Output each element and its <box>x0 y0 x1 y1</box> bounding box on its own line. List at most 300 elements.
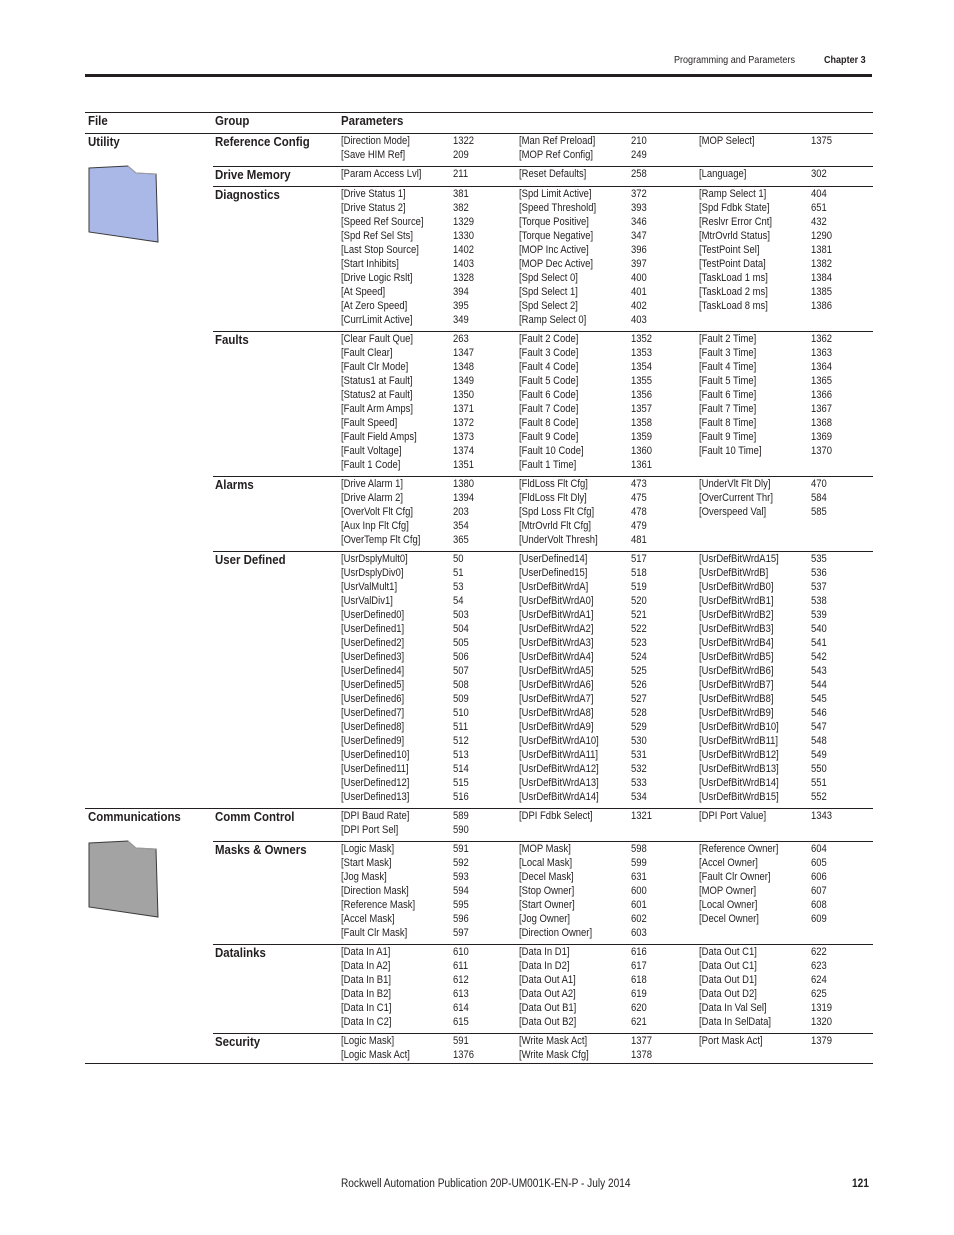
parameter-name: [Fault 6 Code] <box>519 389 579 401</box>
parameter-number: 546 <box>811 707 827 719</box>
file-name: Communications <box>88 809 181 824</box>
parameter-number: 1374 <box>453 445 475 457</box>
parameter-number: 54 <box>453 595 464 607</box>
parameter-number: 1351 <box>453 459 475 471</box>
parameter-number: 1402 <box>453 244 475 256</box>
parameter-number: 1403 <box>453 258 475 270</box>
parameter-number: 396 <box>631 244 647 256</box>
parameter-name: [Fault Arm Amps] <box>341 403 414 415</box>
parameter-name: [Fault Clr Mode] <box>341 361 409 373</box>
folder-icon <box>86 839 160 919</box>
parameter-number: 543 <box>811 665 827 677</box>
parameter-name: [Spd Select 1] <box>519 286 578 298</box>
parameter-name: [Fault 3 Code] <box>519 347 579 359</box>
parameter-number: 512 <box>453 735 469 747</box>
parameter-number: 530 <box>631 735 647 747</box>
parameter-name: [Spd Loss Flt Cfg] <box>519 506 595 518</box>
parameter-name: [UserDefined5] <box>341 679 405 691</box>
parameter-number: 631 <box>631 871 647 883</box>
parameter-number: 591 <box>453 1035 469 1047</box>
parameter-number: 393 <box>631 202 647 214</box>
parameter-name: [UserDefined9] <box>341 735 405 747</box>
parameter-name: [Ramp Select 0] <box>519 314 587 326</box>
parameter-number: 623 <box>811 960 827 972</box>
parameter-name: [UsrDefBitWrdB13] <box>699 763 779 775</box>
parameter-number: 602 <box>631 913 647 925</box>
parameter-name: [UsrDefBitWrdA14] <box>519 791 599 803</box>
parameter-number: 1349 <box>453 375 475 387</box>
group-name: Datalinks <box>215 945 266 960</box>
parameter-number: 1376 <box>453 1049 475 1061</box>
parameter-name: [Drive Status 2] <box>341 202 406 214</box>
parameter-name: [Data In B1] <box>341 974 391 986</box>
parameter-number: 258 <box>631 168 647 180</box>
parameter-name: [UnderVolt Thresh] <box>519 534 598 546</box>
parameter-number: 1372 <box>453 417 475 429</box>
parameter-name: [Local Mask] <box>519 857 573 869</box>
parameter-name: [UsrDefBitWrdA5] <box>519 665 594 677</box>
group-name: Comm Control <box>215 809 295 824</box>
parameter-number: 507 <box>453 665 469 677</box>
parameter-name: [DPI Port Value] <box>699 810 767 822</box>
parameter-name: [At Zero Speed] <box>341 300 408 312</box>
parameter-name: [Spd Fdbk State] <box>699 202 770 214</box>
parameter-name: [UserDefined13] <box>341 791 410 803</box>
parameter-number: 1394 <box>453 492 475 504</box>
parameter-number: 521 <box>631 609 647 621</box>
parameter-name: [Write Mask Cfg] <box>519 1049 589 1061</box>
group-name: Alarms <box>215 477 254 492</box>
parameter-name: [Direction Mode] <box>341 135 410 147</box>
parameter-name: [Data Out A1] <box>519 974 576 986</box>
parameter-name: [UsrDefBitWrdA7] <box>519 693 594 705</box>
parameter-name: [UserDefined3] <box>341 651 405 663</box>
parameter-name: [OverTemp Flt Cfg] <box>341 534 421 546</box>
parameter-number: 611 <box>453 960 469 972</box>
parameter-number: 604 <box>811 843 827 855</box>
parameter-number: 617 <box>631 960 647 972</box>
parameter-name: [Status2 at Fault] <box>341 389 413 401</box>
parameter-name: [UsrDefBitWrdA13] <box>519 777 599 789</box>
parameter-name: [Port Mask Act] <box>699 1035 763 1047</box>
parameter-number: 210 <box>631 135 647 147</box>
parameter-number: 1356 <box>631 389 653 401</box>
parameter-number: 601 <box>631 899 647 911</box>
parameter-number: 1371 <box>453 403 475 415</box>
parameter-number: 1369 <box>811 431 833 443</box>
parameter-name: [Start Owner] <box>519 899 575 911</box>
parameter-number: 1359 <box>631 431 653 443</box>
parameter-number: 600 <box>631 885 647 897</box>
parameter-name: [CurrLimit Active] <box>341 314 413 326</box>
parameter-name: [Aux Inp Flt Cfg] <box>341 520 409 532</box>
parameter-number: 529 <box>631 721 647 733</box>
parameter-number: 522 <box>631 623 647 635</box>
parameter-number: 549 <box>811 749 827 761</box>
parameter-name: [MOP Owner] <box>699 885 757 897</box>
parameter-number: 523 <box>631 637 647 649</box>
parameter-number: 506 <box>453 651 469 663</box>
parameter-number: 625 <box>811 988 827 1000</box>
parameter-name: [Fault 2 Code] <box>519 333 579 345</box>
parameter-number: 1350 <box>453 389 475 401</box>
parameter-number: 590 <box>453 824 469 836</box>
page-number: 121 <box>852 1178 869 1190</box>
parameter-number: 1330 <box>453 230 475 242</box>
parameter-name: [UserDefined11] <box>341 763 409 775</box>
parameter-number: 1347 <box>453 347 475 359</box>
parameter-name: [Fault 4 Time] <box>699 361 757 373</box>
parameter-number: 401 <box>631 286 647 298</box>
parameter-name: [Write Mask Act] <box>519 1035 588 1047</box>
parameter-number: 518 <box>631 567 647 579</box>
parameter-number: 525 <box>631 665 647 677</box>
parameter-number: 597 <box>453 927 469 939</box>
parameter-name: [MOP Ref Config] <box>519 149 593 161</box>
parameter-name: [UsrDefBitWrdB3] <box>699 623 774 635</box>
parameter-number: 1319 <box>811 1002 833 1014</box>
parameter-number: 1348 <box>453 361 475 373</box>
parameter-name: [MOP Select] <box>699 135 755 147</box>
parameter-number: 1379 <box>811 1035 833 1047</box>
parameter-name: [Language] <box>699 168 747 180</box>
parameter-number: 1358 <box>631 417 653 429</box>
parameter-number: 1353 <box>631 347 653 359</box>
parameter-number: 1367 <box>811 403 833 415</box>
parameter-name: [UsrDefBitWrdB14] <box>699 777 779 789</box>
parameter-name: [TestPoint Data] <box>699 258 766 270</box>
parameter-name: [UsrDefBitWrdA] <box>519 581 589 593</box>
parameter-name: [Fault 3 Time] <box>699 347 757 359</box>
parameter-number: 402 <box>631 300 647 312</box>
parameter-name: [UserDefined10] <box>341 749 410 761</box>
parameter-name: [Man Ref Preload] <box>519 135 596 147</box>
parameter-name: [Data In D1] <box>519 946 570 958</box>
table-bottom-rule <box>85 1063 873 1064</box>
parameter-name: [Data Out B1] <box>519 1002 577 1014</box>
parameter-number: 1357 <box>631 403 653 415</box>
parameter-number: 515 <box>453 777 469 789</box>
parameter-name: [Fault Clr Owner] <box>699 871 771 883</box>
parameter-name: [UsrDefBitWrdB] <box>699 567 769 579</box>
parameter-number: 1368 <box>811 417 833 429</box>
parameter-number: 615 <box>453 1016 469 1028</box>
parameter-name: [Speed Ref Source] <box>341 216 424 228</box>
parameter-number: 598 <box>631 843 647 855</box>
parameter-name: [Data In C2] <box>341 1016 392 1028</box>
parameter-name: [Fault 2 Time] <box>699 333 757 345</box>
parameter-name: [Jog Mask] <box>341 871 387 883</box>
parameter-number: 599 <box>631 857 647 869</box>
parameter-name: [OverVolt Flt Cfg] <box>341 506 414 518</box>
parameter-number: 395 <box>453 300 469 312</box>
parameter-name: [UsrDefBitWrdA3] <box>519 637 594 649</box>
parameter-name: [Fault 8 Time] <box>699 417 757 429</box>
parameter-number: 397 <box>631 258 647 270</box>
parameter-name: [Spd Select 0] <box>519 272 578 284</box>
parameter-name: [UserDefined6] <box>341 693 405 705</box>
folder-icon <box>86 164 160 244</box>
parameter-name: [Data In A2] <box>341 960 391 972</box>
parameter-number: 1375 <box>811 135 833 147</box>
parameter-number: 249 <box>631 149 647 161</box>
parameter-name: [Data Out B2] <box>519 1016 577 1028</box>
parameter-number: 528 <box>631 707 647 719</box>
parameter-name: [UsrDefBitWrdA4] <box>519 651 594 663</box>
parameter-number: 51 <box>453 567 464 579</box>
parameter-name: [UsrDefBitWrdB15] <box>699 791 779 803</box>
parameter-name: [Torque Negative] <box>519 230 594 242</box>
parameter-name: [Jog Owner] <box>519 913 571 925</box>
parameter-number: 527 <box>631 693 647 705</box>
parameter-name: [Fault 7 Time] <box>699 403 757 415</box>
parameter-number: 394 <box>453 286 469 298</box>
parameter-number: 593 <box>453 871 469 883</box>
parameter-name: [UsrDefBitWrdA9] <box>519 721 594 733</box>
parameter-number: 503 <box>453 609 469 621</box>
parameter-number: 1329 <box>453 216 475 228</box>
parameter-name: [UserDefined7] <box>341 707 405 719</box>
parameter-number: 349 <box>453 314 469 326</box>
parameter-name: [FldLoss Flt Cfg] <box>519 478 588 490</box>
parameter-name: [UserDefined1] <box>341 623 405 635</box>
parameter-name: [Fault 9 Code] <box>519 431 579 443</box>
group-name: Security <box>215 1034 261 1049</box>
parameter-name: [UsrDefBitWrdA1] <box>519 609 594 621</box>
parameter-number: 516 <box>453 791 469 803</box>
parameter-number: 542 <box>811 651 827 663</box>
parameter-number: 532 <box>631 763 647 775</box>
parameter-number: 1322 <box>453 135 475 147</box>
parameter-number: 589 <box>453 810 469 822</box>
parameter-number: 1373 <box>453 431 475 443</box>
parameter-name: [UsrDefBitWrdB9] <box>699 707 774 719</box>
parameter-name: [Start Mask] <box>341 857 392 869</box>
parameter-name: [UsrDsplyMult0] <box>341 553 408 565</box>
parameter-number: 533 <box>631 777 647 789</box>
parameter-number: 594 <box>453 885 469 897</box>
parameter-name: [Fault 5 Time] <box>699 375 757 387</box>
parameter-number: 1290 <box>811 230 833 242</box>
parameter-name: [UserDefined0] <box>341 609 405 621</box>
parameter-number: 592 <box>453 857 469 869</box>
parameter-name: [At Speed] <box>341 286 386 298</box>
parameter-name: [Fault 7 Code] <box>519 403 579 415</box>
parameter-number: 540 <box>811 623 827 635</box>
table-top-rule <box>85 112 873 113</box>
parameter-number: 613 <box>453 988 469 1000</box>
parameter-number: 203 <box>453 506 469 518</box>
parameter-name: [Data Out D1] <box>699 974 757 986</box>
parameter-number: 624 <box>811 974 827 986</box>
parameter-number: 1380 <box>453 478 475 490</box>
parameter-number: 1343 <box>811 810 833 822</box>
parameter-name: [UsrDefBitWrdB6] <box>699 665 774 677</box>
parameter-number: 596 <box>453 913 469 925</box>
parameter-name: [Fault 1 Code] <box>341 459 401 471</box>
parameter-name: [Fault Field Amps] <box>341 431 417 443</box>
parameter-name: [Decel Owner] <box>699 913 759 925</box>
parameter-name: [Fault 1 Time] <box>519 459 577 471</box>
parameter-number: 382 <box>453 202 469 214</box>
parameter-name: [DPI Fdbk Select] <box>519 810 593 822</box>
parameter-name: [UsrDefBitWrdB1] <box>699 595 774 607</box>
parameter-name: [Param Access Lvl] <box>341 168 422 180</box>
parameter-name: [Data In B2] <box>341 988 391 1000</box>
parameter-name: [UsrDefBitWrdB0] <box>699 581 774 593</box>
parameter-number: 1360 <box>631 445 653 457</box>
parameter-number: 609 <box>811 913 827 925</box>
parameter-number: 621 <box>631 1016 647 1028</box>
parameter-name: [Logic Mask] <box>341 843 395 855</box>
parameter-number: 1363 <box>811 347 833 359</box>
parameter-name: [UsrDefBitWrdA0] <box>519 595 594 607</box>
parameter-name: [Fault Clr Mask] <box>341 927 408 939</box>
parameter-number: 519 <box>631 581 647 593</box>
parameter-name: [Speed Threshold] <box>519 202 597 214</box>
parameter-number: 475 <box>631 492 647 504</box>
parameter-name: [Reset Defaults] <box>519 168 587 180</box>
parameter-name: [Data In SelData] <box>699 1016 772 1028</box>
parameter-number: 526 <box>631 679 647 691</box>
group-name: Reference Config <box>215 134 310 149</box>
parameter-number: 618 <box>631 974 647 986</box>
parameter-number: 535 <box>811 553 827 565</box>
parameter-number: 606 <box>811 871 827 883</box>
parameter-name: [Reslvr Error Cnt] <box>699 216 773 228</box>
parameter-name: [MtrOvrld Flt Cfg] <box>519 520 592 532</box>
parameter-name: [Logic Mask] <box>341 1035 395 1047</box>
parameter-name: [Fault 4 Code] <box>519 361 579 373</box>
parameter-name: [Data Out C1] <box>699 946 757 958</box>
parameter-number: 372 <box>631 188 647 200</box>
parameter-name: [Direction Owner] <box>519 927 593 939</box>
parameter-name: [Last Stop Source] <box>341 244 419 256</box>
parameter-name: [UsrDefBitWrdA2] <box>519 623 594 635</box>
parameter-number: 513 <box>453 749 469 761</box>
parameter-name: [Data Out C1] <box>699 960 757 972</box>
parameter-name: [FldLoss Flt Dly] <box>519 492 587 504</box>
column-header-file: File <box>88 113 108 128</box>
parameter-number: 263 <box>453 333 469 345</box>
parameter-number: 53 <box>453 581 464 593</box>
parameter-name: [Reference Owner] <box>699 843 779 855</box>
parameter-name: [UserDefined2] <box>341 637 405 649</box>
parameter-number: 470 <box>811 478 827 490</box>
parameter-name: [UsrDefBitWrdA11] <box>519 749 599 761</box>
parameter-name: [Spd Select 2] <box>519 300 578 312</box>
parameter-name: [Fault Voltage] <box>341 445 402 457</box>
parameter-number: 403 <box>631 314 647 326</box>
parameter-number: 1366 <box>811 389 833 401</box>
parameter-number: 605 <box>811 857 827 869</box>
parameter-number: 381 <box>453 188 469 200</box>
parameter-name: [Data In Val Sel] <box>699 1002 767 1014</box>
parameter-number: 510 <box>453 707 469 719</box>
section-title: Programming and Parameters <box>674 54 795 66</box>
parameter-number: 1328 <box>453 272 475 284</box>
parameter-number: 612 <box>453 974 469 986</box>
parameter-number: 365 <box>453 534 469 546</box>
parameter-name: [Stop Owner] <box>519 885 575 897</box>
parameter-name: [Direction Mask] <box>341 885 409 897</box>
parameter-name: [Drive Logic Rslt] <box>341 272 413 284</box>
parameter-number: 614 <box>453 1002 469 1014</box>
parameter-number: 1384 <box>811 272 833 284</box>
parameter-name: [UsrDefBitWrdB11] <box>699 735 779 747</box>
parameter-name: [Fault 10 Code] <box>519 445 584 457</box>
parameter-number: 1381 <box>811 244 833 256</box>
parameter-name: [TestPoint Sel] <box>699 244 760 256</box>
parameter-name: [Data In A1] <box>341 946 391 958</box>
parameter-number: 539 <box>811 609 827 621</box>
parameter-name: [Data Out D2] <box>699 988 757 1000</box>
parameter-number: 1362 <box>811 333 833 345</box>
parameter-number: 404 <box>811 188 827 200</box>
parameter-name: [Fault 10 Time] <box>699 445 762 457</box>
parameter-number: 50 <box>453 553 464 565</box>
parameter-number: 211 <box>453 168 469 180</box>
group-name: Drive Memory <box>215 167 291 182</box>
parameter-number: 354 <box>453 520 469 532</box>
parameter-number: 552 <box>811 791 827 803</box>
parameter-name: [UsrDefBitWrdA6] <box>519 679 594 691</box>
parameter-name: [UserDefined8] <box>341 721 405 733</box>
parameter-name: [UsrDefBitWrdB4] <box>699 637 774 649</box>
parameter-name: [Drive Status 1] <box>341 188 406 200</box>
parameter-name: [Local Owner] <box>699 899 758 911</box>
parameter-name: [Data Out A2] <box>519 988 576 1000</box>
parameter-number: 584 <box>811 492 827 504</box>
parameter-name: [UsrDefBitWrdB2] <box>699 609 774 621</box>
parameter-number: 551 <box>811 777 827 789</box>
parameter-name: [Torque Positive] <box>519 216 589 228</box>
parameter-name: [Spd Limit Active] <box>519 188 592 200</box>
parameter-name: [Ramp Select 1] <box>699 188 767 200</box>
parameter-number: 1355 <box>631 375 653 387</box>
header-rule <box>85 74 872 77</box>
parameter-name: [Drive Alarm 2] <box>341 492 404 504</box>
group-name: Diagnostics <box>215 187 280 202</box>
parameter-number: 508 <box>453 679 469 691</box>
parameter-number: 1386 <box>811 300 833 312</box>
parameter-name: [Status1 at Fault] <box>341 375 413 387</box>
parameter-name: [Reference Mask] <box>341 899 416 911</box>
parameter-name: [MtrOvrld Status] <box>699 230 770 242</box>
parameter-number: 209 <box>453 149 469 161</box>
parameter-name: [Fault Clear] <box>341 347 393 359</box>
parameter-number: 610 <box>453 946 469 958</box>
parameter-name: [UsrDefBitWrdB8] <box>699 693 774 705</box>
parameter-name: [MOP Dec Active] <box>519 258 593 270</box>
parameter-name: [DPI Baud Rate] <box>341 810 410 822</box>
parameter-name: [Start Inhibits] <box>341 258 399 270</box>
parameter-number: 1378 <box>631 1049 653 1061</box>
parameter-number: 547 <box>811 721 827 733</box>
parameter-number: 302 <box>811 168 827 180</box>
parameter-number: 1321 <box>631 810 653 822</box>
parameter-name: [UserDefined14] <box>519 553 588 565</box>
parameter-number: 607 <box>811 885 827 897</box>
column-header-group: Group <box>215 113 250 128</box>
group-name: User Defined <box>215 552 286 567</box>
parameter-name: [TaskLoad 1 ms] <box>699 272 768 284</box>
file-separator <box>85 133 873 134</box>
parameter-name: [OverCurrent Thr] <box>699 492 773 504</box>
parameter-name: [Logic Mask Act] <box>341 1049 410 1061</box>
parameter-name: [Fault Speed] <box>341 417 398 429</box>
parameter-number: 1382 <box>811 258 833 270</box>
